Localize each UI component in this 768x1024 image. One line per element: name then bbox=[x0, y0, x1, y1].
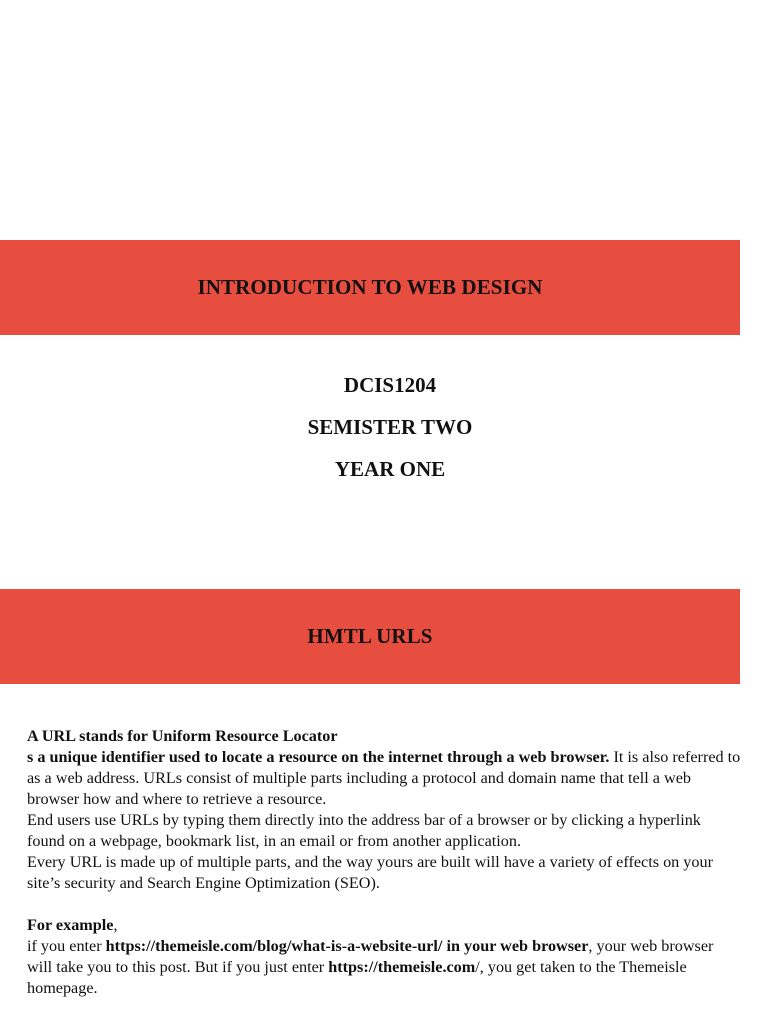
example-text-3: /, you get taken to the Themeisle homepage. bbox=[27, 958, 687, 997]
title-banner bbox=[0, 240, 740, 335]
url-heading: A URL stands for Uniform Resource Locator bbox=[27, 727, 338, 745]
section-title: HMTL URLS bbox=[307, 624, 433, 648]
course-semester: SEMISTER TWO bbox=[307, 415, 473, 439]
example-text-1: if you enter bbox=[27, 937, 106, 955]
course-year: YEAR ONE bbox=[334, 457, 446, 481]
example-paragraph bbox=[27, 936, 742, 999]
example-label: For example bbox=[27, 916, 114, 934]
example-url-home: https://themeisle.com bbox=[328, 958, 476, 976]
usage-paragraph: End users use URLs by typing them directly into the address bar of a browser or by clicking a hyperlink found on a webpage, bookmark list, in an email or from another application. bbox=[27, 811, 701, 850]
definition-rest: It is also referred to as a web address. URLs consist of multiple parts including a protocol and domain name that tell a web browser how and where to retrieve a resource. bbox=[27, 748, 741, 808]
example-comma: , bbox=[113, 916, 118, 934]
body-content bbox=[27, 726, 742, 999]
definition-paragraph bbox=[27, 747, 742, 810]
definition-bold: s a unique identifier used to locate a resource on the internet through a web browser. bbox=[27, 748, 610, 766]
parts-paragraph: Every URL is made up of multiple parts, and the way yours are built will have a variety of effects on your site’s security and Search Engine Optimization (SEO). bbox=[27, 853, 713, 892]
example-text-2: , your web browser will take you to this post. But if you just enter bbox=[27, 937, 714, 976]
example-url-full: https://themeisle.com/blog/what-is-a-website-url/ in your web browser bbox=[105, 937, 589, 955]
course-info bbox=[0, 370, 768, 496]
document-title: INTRODUCTION TO WEB DESIGN bbox=[197, 275, 543, 299]
course-code: DCIS1204 bbox=[343, 373, 437, 397]
section-banner bbox=[0, 589, 740, 684]
example-label-line bbox=[27, 915, 742, 936]
paragraph-spacer bbox=[27, 894, 742, 915]
